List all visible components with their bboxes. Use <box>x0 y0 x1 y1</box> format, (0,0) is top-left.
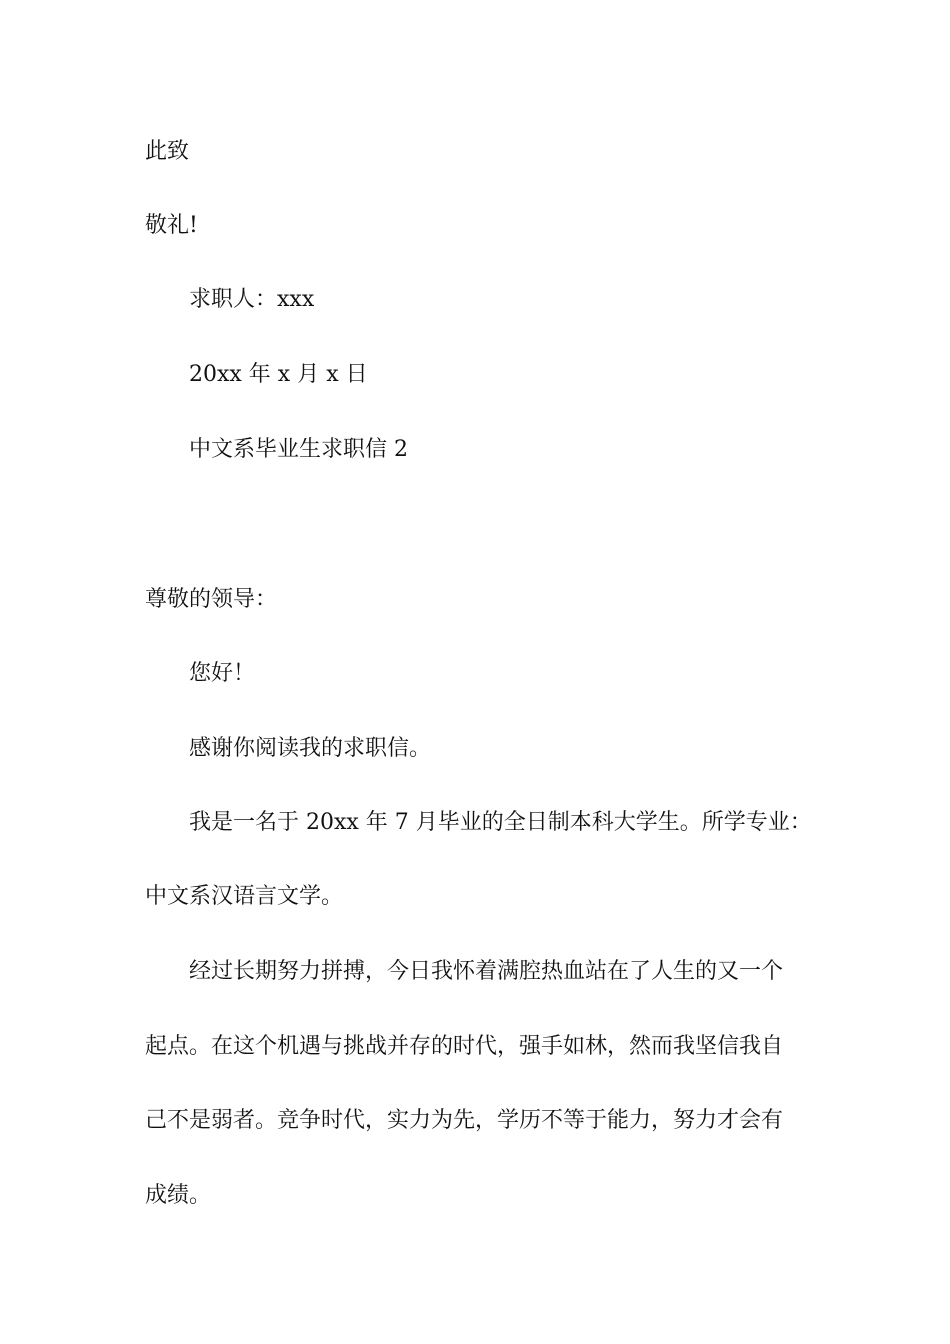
date-line: 20xx 年 x 月 x 日 <box>189 362 368 387</box>
paragraph-1-line-2: 中文系汉语言文学。 <box>145 884 344 909</box>
greeting: 您好！ <box>189 661 256 686</box>
closing-line-2: 敬礼! <box>145 213 198 238</box>
paragraph-2-line-4: 成绩。 <box>145 1183 212 1208</box>
paragraph-2-line-2: 起点。在这个机遇与挑战并存的时代，强手如林，然而我坚信我自 <box>145 1034 784 1059</box>
letter-title: 中文系毕业生求职信 2 <box>189 437 408 462</box>
salutation: 尊敬的领导： <box>145 587 278 612</box>
thanks-line: 感谢你阅读我的求职信。 <box>189 736 432 761</box>
signer-line: 求职人：xxx <box>189 287 315 312</box>
paragraph-1-line-1: 我是一名于 20xx 年 7 月毕业的全日制本科大学生。所学专业： <box>189 810 812 835</box>
paragraph-2-line-3: 己不是弱者。竞争时代，实力为先，学历不等于能力，努力才会有 <box>145 1108 784 1133</box>
paragraph-2-line-1: 经过长期努力拼搏，今日我怀着满腔热血站在了人生的又一个 <box>189 959 784 984</box>
closing-line-1: 此致 <box>145 139 190 164</box>
